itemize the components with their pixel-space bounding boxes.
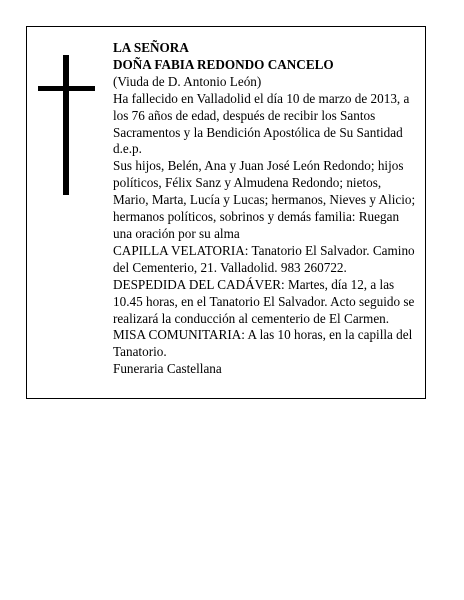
widow-note: (Viuda de D. Antonio León) <box>113 73 262 89</box>
funeral-home: Funeraria Castellana <box>113 361 222 377</box>
death-announcement: Ha fallecido en Valladolid el día 10 de marzo de 2013, a los 76 años de edad, después de recibir los Santos Sacramentos y la Bendición Apostólica de Su Santidad d.e.p. <box>113 90 410 157</box>
obituary-text <box>113 40 418 378</box>
deceased-name: DOÑA FABIA REDONDO CANCELO <box>113 56 334 72</box>
deceased-title: LA SEÑORA <box>113 40 189 55</box>
farewell-details: DESPEDIDA DEL CADÁVER: Martes, día 12, a las 10.45 horas, en el Tanatorio El Salvador. Acto seguido se realizará la conducción al cementerio de El Carmen. <box>113 276 415 326</box>
mass-details: MISA COMUNITARIA: A las 10 horas, en la capilla del Tanatorio. <box>113 327 413 360</box>
wake-chapel: CAPILLA VELATORIA: Tanatorio El Salvador. Camino del Cementerio, 21. Valladolid. 983 260722. <box>113 242 415 275</box>
family-list: Sus hijos, Belén, Ana y Juan José León Redondo; hijos políticos, Félix Sanz y Almudena Redondo; nietos, Mario, Marta, Lucía y Lucas; hermanos, Nieves y Alicio; hermanos políticos, sobrinos y demás familia: Ruegan una oración por su alma <box>113 158 416 241</box>
